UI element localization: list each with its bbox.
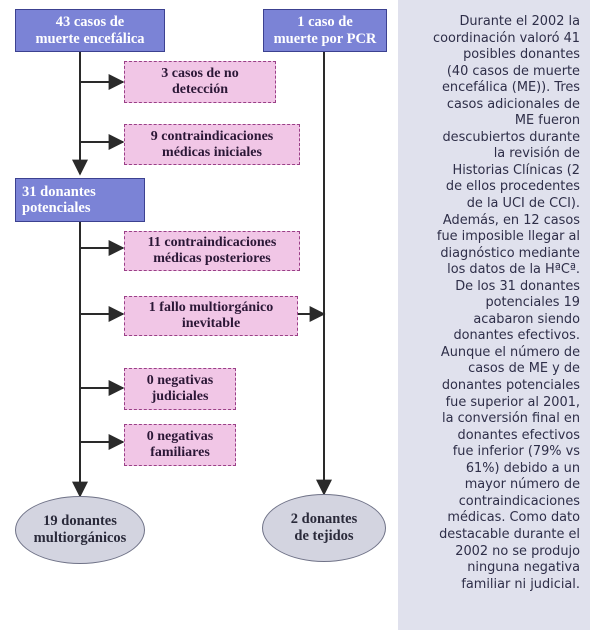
multiorgan-failure-box: 1 fallo multiorgánico inevitable bbox=[124, 296, 298, 336]
death-brain-box: 43 casos de muerte encefálica bbox=[15, 9, 165, 52]
contra-initial-box: 9 contraindicaciones médicas iniciales bbox=[124, 124, 300, 165]
death-pcr-box: 1 caso de muerte por PCR bbox=[263, 9, 387, 52]
contra-later-box: 11 contraindicaciones médicas posteriores bbox=[124, 231, 300, 271]
neg-family-box: 0 negativas familiares bbox=[124, 424, 236, 466]
result-tissue-oval: 2 donantes de tejidos bbox=[262, 494, 386, 562]
result-multiorgan-oval: 19 donantes multiorgánicos bbox=[15, 496, 145, 564]
sidebar-description: Durante el 2002 la coordinación valoró 41 posibles donantes (40 casos de muerte encefálica (ME)). Tres casos adicionales de ME fueron descubiertos durante la revisión de Historias Clínicas (2 de ellos procedentes de la UCI de CCI). Además, en 12 casos fue imposible llegar al diagnóstico mediante los datos de la HªCª. De los 31 donantes potenciales 19 acabaron siendo donantes efectivos. Aunque el número de casos de ME y de donantes potenciales fue superior al 2001, la conversión final en donantes efectivos fue inferior (79% vs 61%) debido a un mayor número de contraindicaciones médicas. Como dato destacable durante el 2002 no se produjo ninguna negativa familiar ni judicial. bbox=[433, 14, 580, 592]
sidebar-panel bbox=[398, 0, 590, 630]
potential-donors-box: 31 donantes potenciales bbox=[15, 178, 145, 222]
no-detection-box: 3 casos de no detección bbox=[124, 61, 276, 103]
neg-judicial-box: 0 negativas judiciales bbox=[124, 368, 236, 410]
